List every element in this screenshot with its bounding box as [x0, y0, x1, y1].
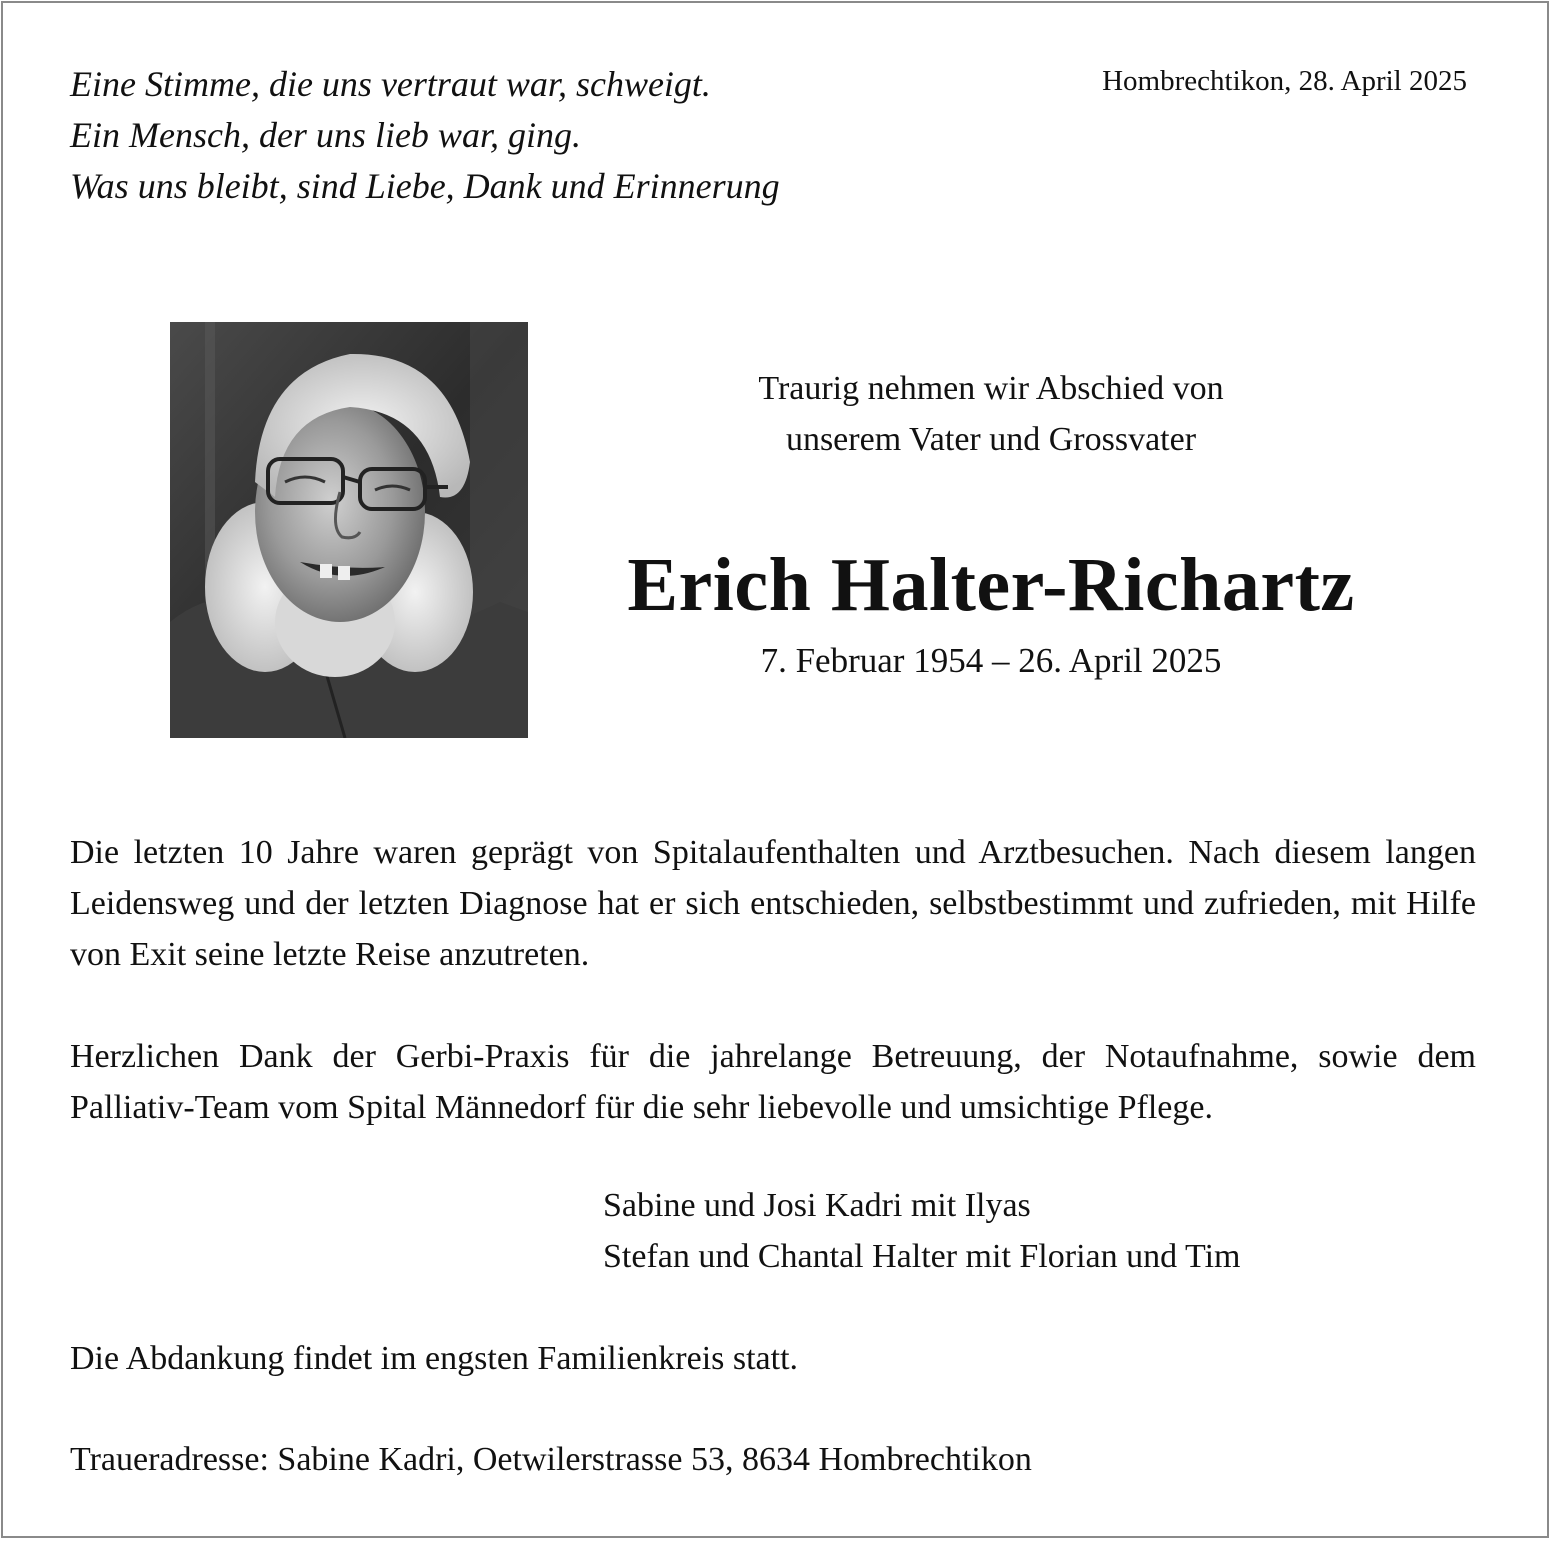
signer-line: Sabine und Josi Kadri mit Ilyas: [603, 1187, 1031, 1224]
life-dates: 7. Februar 1954 – 26. April 2025: [760, 641, 1222, 680]
signers: [603, 1180, 1240, 1282]
intro-line: Traurig nehmen wir Abschied von: [758, 370, 1224, 407]
deceased-name: Erich Halter-Richartz: [627, 543, 1355, 627]
ceremony-note: Die Abdankung findet im engsten Familienkreis statt.: [70, 1340, 799, 1377]
intro-text: [603, 363, 1379, 465]
signer-line: Stefan und Chantal Halter mit Florian und Tim: [603, 1238, 1241, 1275]
place-date: Hombrechtikon, 28. April 2025: [1102, 65, 1467, 97]
mourning-address: Traueradresse: Sabine Kadri, Oetwilerstrasse 53, 8634 Hombrechtikon: [70, 1441, 1032, 1478]
poem-line: Ein Mensch, der uns lieb war, ging.: [70, 115, 581, 155]
poem: [70, 59, 780, 212]
paragraph-thanks: Herzlichen Dank der Gerbi-Praxis für die jahrelange Betreuung, der Notaufnahme, sowie dem Palliativ-Team vom Spital Männedorf für die sehr liebevolle und umsichtige Pflege.: [70, 1038, 1476, 1126]
poem-line: Eine Stimme, die uns vertraut war, schweigt.: [70, 64, 711, 104]
portrait-photo: [170, 322, 528, 738]
intro-line: unserem Vater und Grossvater: [785, 421, 1197, 458]
paragraph-health: Die letzten 10 Jahre waren geprägt von Spitalaufenthalten und Arztbesuchen. Nach diesem langen Leidensweg und der letzten Diagnose hat er sich entschieden, selbstbestimmt und zufrieden, mit Hilfe von Exit seine letzte Reise anzutreten.: [70, 834, 1476, 973]
portrait-image: [170, 322, 528, 738]
poem-line: Was uns bleibt, sind Liebe, Dank und Erinnerung: [70, 166, 780, 206]
obituary-card: [1, 1, 1549, 1538]
